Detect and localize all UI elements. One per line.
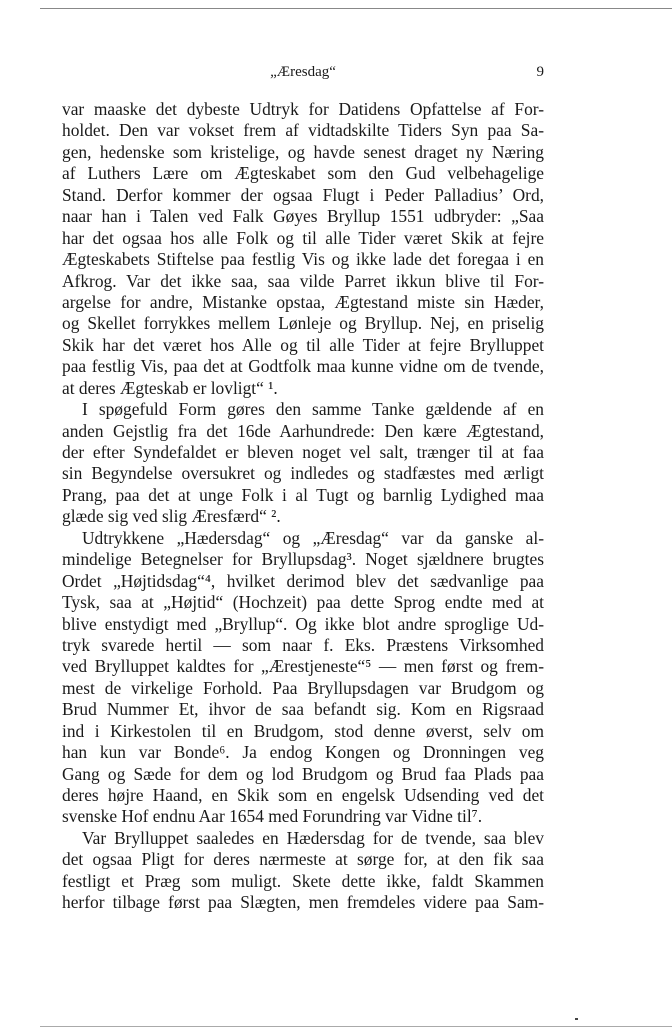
text-line: mest de virkelige Forhold. Paa Bryllupsdagen var Brudgom og	[62, 677, 544, 698]
text-line: sin Begyndelse oversukret og indledes og stadfæstes med ærligt	[62, 463, 544, 484]
text-line: mindelige Betegnelser for Bryllupsdag³. Noget sjældnere brugtes	[62, 549, 544, 570]
text-line: festligt et Præg som muligt. Skete dette ikke, faldt Skammen	[62, 870, 544, 891]
text-line: ind i Kirkestolen til en Brudgom, stod denne øverst, selv om	[62, 720, 544, 741]
page-header	[62, 64, 544, 86]
bottom-scan-rule	[40, 1026, 672, 1027]
text-line: var maaske det dybeste Udtryk for Datidens Opfattelse af For-	[62, 99, 544, 119]
text-line: Ordet „Højtidsdag“⁴, hvilket derimod blev det sædvanlige paa	[62, 570, 544, 591]
text-line: svenske Hof endnu Aar 1654 med Forundring var Vidne til⁷.	[62, 806, 483, 827]
text-line: paa festlig Vis, paa det at Godtfolk maa kunne vidne om de tvende,	[62, 356, 544, 377]
text-line: holdet. Den var vokset frem af vidtadskilte Tiders Syn paa Sa-	[62, 120, 544, 141]
text-line: Brud Nummer Et, ihvor de saa befandt sig. Kom en Rigsraad	[62, 699, 544, 720]
text-line: af Luthers Lære om Ægteskabet som den Gud velbehagelige	[62, 163, 544, 184]
text-line: ved Brylluppet kaldtes for „Ærestjeneste“⁵ — men først og frem-	[62, 656, 544, 677]
text-line: gen, hedenske som kristelige, og havde senest draget ny Næring	[62, 141, 544, 162]
text-line: Tysk, saa at „Højtid“ (Hochzeit) paa dette Sprog endte med at	[62, 592, 544, 613]
text-line: Prang, paa det at unge Folk i al Tugt og barnlig Lydighed maa	[62, 484, 544, 505]
text-line: I spøgefuld Form gøres den samme Tanke gældende af en	[82, 399, 544, 420]
text-line: Stand. Derfor kommer der ogsaa Flugt i Peder Palladius’ Ord,	[62, 184, 544, 205]
text-line: at deres Ægteskab er lovligt“ ¹.	[62, 377, 278, 398]
text-line: Var Brylluppet saaledes en Hædersdag for de tvende, saa blev	[82, 827, 544, 848]
text-line: herfor tilbage først paa Slægten, men fremdeles videre paa Sam-	[62, 892, 544, 913]
scan-mark	[575, 1018, 578, 1020]
text-line: Skik har det været hos Alle og til alle Tider at fejre Brylluppet	[62, 334, 544, 355]
text-line: har det ogsaa hos alle Folk og til alle Tider været Skik at fejre	[62, 227, 544, 248]
top-scan-rule	[40, 8, 672, 9]
text-line: deres højre Haand, en Skik som en engelsk Udsending ved det	[62, 785, 544, 805]
text-line: anden Gejstlig fra det 16de Aarhundrede: Den kære Ægtestand,	[62, 420, 544, 441]
text-line: naar han i Talen ved Falk Gøyes Bryllup 1551 udbryder: „Saa	[62, 206, 544, 227]
text-line: der efter Syndefaldet er bleven noget vel salt, trænger til at faa	[62, 442, 544, 462]
text-line: blive enstydigt med „Bryllup“. Og ikke blot andre sproglige Ud-	[62, 613, 544, 634]
text-line: han kun var Bonde⁶. Ja endog Kongen og Dronningen veg	[62, 742, 544, 763]
text-line: og Skellet forrykkes mellem Lønleje og Bryllup. Nej, en priselig	[62, 313, 544, 334]
body-text	[62, 99, 544, 914]
text-line: Ægteskabets Stiftelse paa festlig Vis og ikke lade det foregaa i en	[62, 249, 544, 270]
text-line: argelse for andre, Mistanke opstaa, Ægtestand miste sin Hæder,	[62, 291, 544, 312]
text-line: Gang og Sæde for dem og lod Brudgom og Brud faa Plads paa	[62, 763, 544, 784]
text-line: Udtrykkene „Hædersdag“ og „Æresdag“ var da ganske al-	[82, 527, 544, 548]
text-line: glæde sig ved slig Æresfærd“ ².	[62, 506, 281, 527]
text-line: tryk svarede hertil — som naar f. Eks. Præstens Virksomhed	[62, 634, 544, 655]
text-line: Afkrog. Var det ikke saa, saa vilde Parret ikkun blive til For-	[62, 270, 544, 291]
text-line: det ogsaa Pligt for deres nærmeste at sørge for, at den fik saa	[62, 849, 544, 870]
page-number: 9	[536, 64, 544, 80]
running-head: „Æresdag“	[270, 64, 336, 80]
